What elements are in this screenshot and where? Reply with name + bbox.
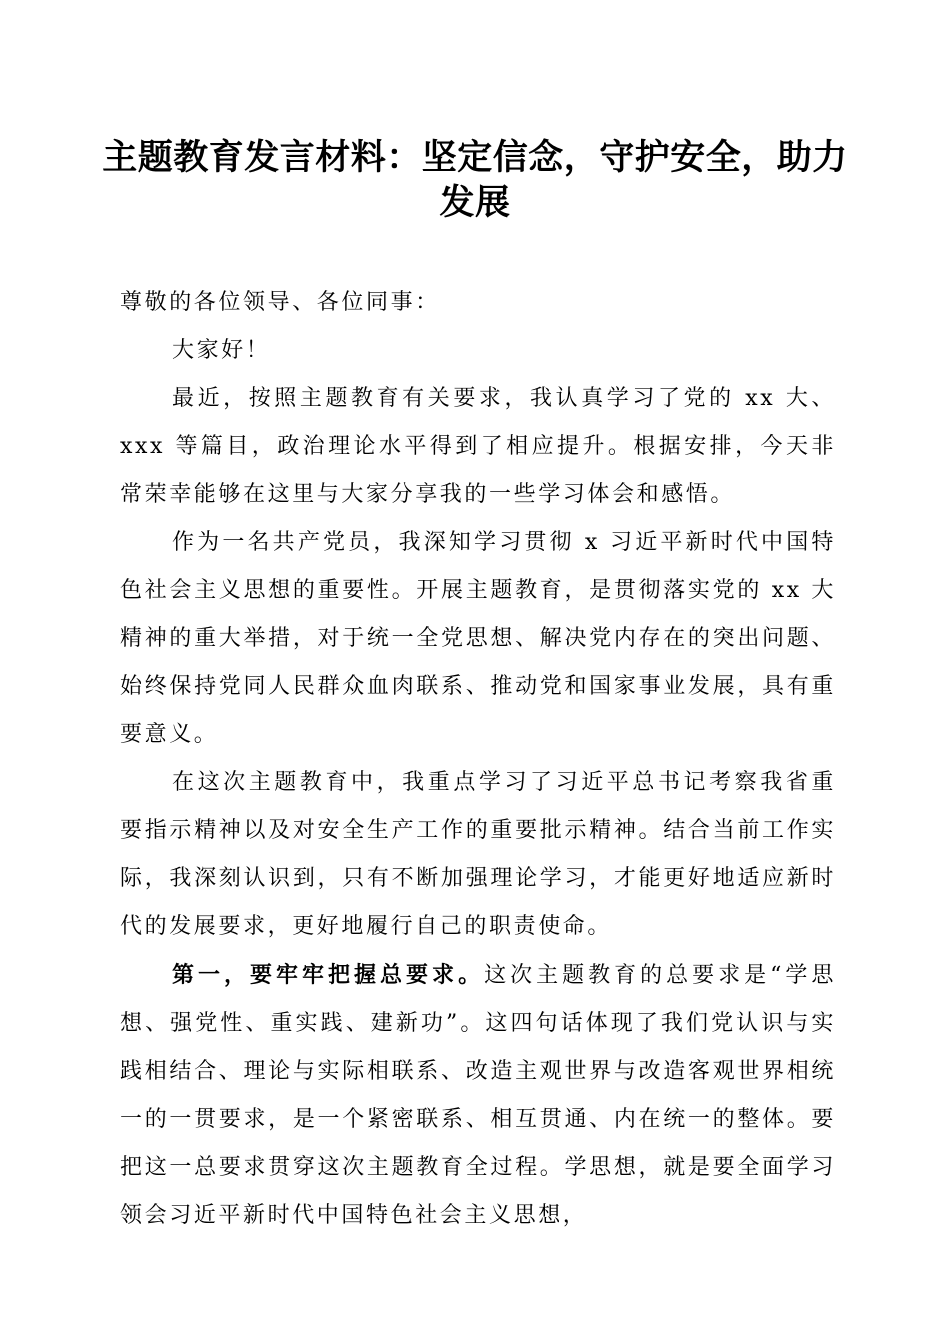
document-title: 主题教育发言材料：坚定信念，守护安全，助力发展 — [102, 137, 848, 223]
salutation: 尊敬的各位领导、各位同事： — [120, 290, 440, 315]
point-one-heading: 第一，要牢牢把握总要求。 — [172, 962, 485, 988]
greeting: 大家好！ — [172, 338, 271, 363]
point-one-text: 这次主题教育的总要求是“学思想、强党性、重实践、建新功”。这四句话体现了我们党认识与实践相结合、理论与实际相联系、改造主观世界与改造客观世界相统一的一贯要求，是一个紧密联系、相互贯通、内在统一的整体。要把这一总要求贯穿这次主题教育全过程。学思想，就是要全面学习领会习近平新时代中国特色社会主义思想， — [120, 963, 836, 1228]
paragraph-study-focus: 在这次主题教育中，我重点学习了习近平总书记考察我省重要指示精神以及对安全生产工作的重要批示精神。结合当前工作实际，我深刻认识到，只有不断加强理论学习，才能更好地适应新时代的发展要求，更好地履行自己的职责使命。 — [120, 770, 836, 939]
paragraph-intro: 最近，按照主题教育有关要求，我认真学习了党的 xx 大、xxx 等篇目，政治理论水平得到了相应提升。根据安排，今天非常荣幸能够在这里与大家分享我的一些学习体会和感悟。 — [120, 386, 836, 507]
paragraph-importance: 作为一名共产党员，我深知学习贯彻 x 习近平新时代中国特色社会主义思想的重要性。开展主题教育，是贯彻落实党的 xx 大精神的重大举措，对于统一全党思想、解决党内存在的突出问题、始终保持党同人民群众血肉联系、推动党和国家事业发展，具有重要意义。 — [120, 530, 836, 747]
document-body — [120, 279, 836, 1240]
paragraph-point-one — [120, 951, 836, 1240]
